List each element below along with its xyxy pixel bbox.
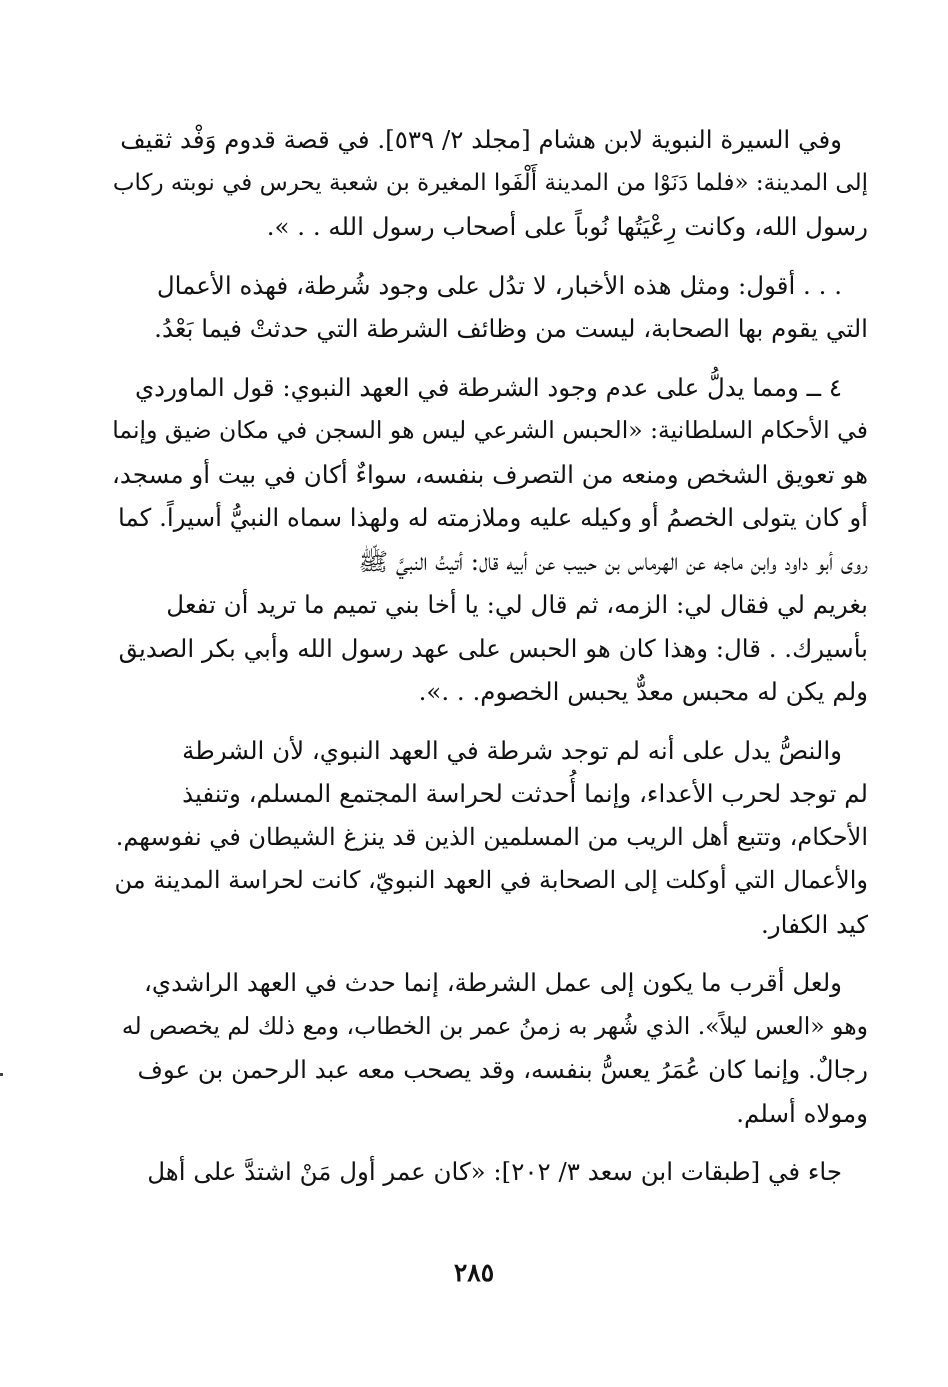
text-line: في الأحكام السلطانية: «الحبس الشرعي ليس هو السجن في مكان ضيق وإنما — [112, 416, 868, 444]
text-line: ومولاه أسلم. — [736, 1098, 868, 1128]
text-line: كيد الكفار. — [761, 909, 868, 939]
text-line: روى أبو داود وابن ماجه عن الهرماس بن حبيب عن أبيه قال: أتيتُ النبيَّ ﷺ — [358, 546, 868, 576]
text-line: ولم يكن له محبس معدٌّ يحبس الخصوم. . .». — [418, 677, 868, 706]
text-line: بأسيرك. . قال: وهذا كان هو الحبس على عهد رسول الله وأبي بكر الصديق — [118, 633, 868, 663]
text-line: أو كان يتولى الخصمُ أو وكيله عليه وملازمته له ولهذا سماه النبيُّ أسيراً. كما — [118, 503, 868, 532]
paragraph — [108, 118, 868, 249]
paragraph — [108, 264, 868, 351]
text-line: رجالٌ. وإنما كان عُمَرُ يعسُّ بنفسه، وقد يصحب معه عبد الرحمن بن عوف — [137, 1055, 868, 1084]
text-line: ولعل أقرب ما يكون إلى عمل الشرطة، إنما حدث في العهد الراشدي، — [143, 968, 842, 997]
text-line: والنصُّ يدل على أنه لم توجد شرطة في العهد النبوي، لأن الشرطة — [182, 735, 842, 765]
body-text — [108, 118, 868, 1209]
text-line: رسول الله، وكانت رِعْيَتُها نُوباً على أصحاب رسول الله . . ». — [266, 212, 868, 241]
text-line: والأعمال التي أوكلت إلى الصحابة في العهد النبويّ، كانت لحراسة المدينة من — [114, 866, 868, 894]
paragraph — [108, 366, 868, 714]
text-line: بغريم لي فقال لي: الزمه، ثم قال لي: يا أخا بني تميم ما تريد أن تفعل — [166, 590, 868, 619]
paragraph — [108, 729, 868, 947]
text-line: وهو «العس ليلاً». الذي شُهر به زمنُ عمر بن الخطاب، ومع ذلك لم يخصص له — [121, 1011, 868, 1040]
paragraph — [108, 961, 868, 1135]
text-line: . . . أقول: ومثل هذه الأخبار، لا تدُل على وجود شُرطة، فهذه الأعمال — [156, 270, 842, 300]
text-line: إلى المدينة: «فلما دَنَوْا من المدينة أَلْفَوا المغيرة بن شعبة يحرس في نوبته ركاب — [112, 169, 868, 196]
scan-mark — [0, 1073, 3, 1076]
text-line: لم توجد لحرب الأعداء، وإنما أُحدثت لحراسة المجتمع المسلم، وتنفيذ — [182, 779, 868, 808]
text-line: الأحكام، وتتبع أهل الريب من المسلمين الذين قد ينزغ الشيطان في نفوسهم. — [115, 822, 868, 851]
text-line: ٤ ــ ومما يدلُّ على عدم وجود الشرطة في العهد النبوي: قول الماوردي — [134, 372, 842, 402]
paragraph — [108, 1150, 868, 1194]
page-number: ٢٨٥ — [453, 1258, 495, 1287]
text-line: هو تعويق الشخص ومنعه من التصرف بنفسه، سواءٌ أكان في بيت أو مسجد، — [112, 459, 868, 489]
text-line: جاء في [طبقات ابن سعد ٣/ ٢٠٢]: «كان عمر أول مَنْ اشتدَّ على أهل — [147, 1157, 842, 1186]
text-line: التي يقوم بها الصحابة، ليست من وظائف الشرطة التي حدثتْ فيما بَعْدُ. — [154, 314, 868, 343]
text-line: وفي السيرة النبوية لابن هشام [مجلد ٢/ ٥٣٩]. في قصة قدوم وَفْد ثقيف — [120, 125, 842, 154]
